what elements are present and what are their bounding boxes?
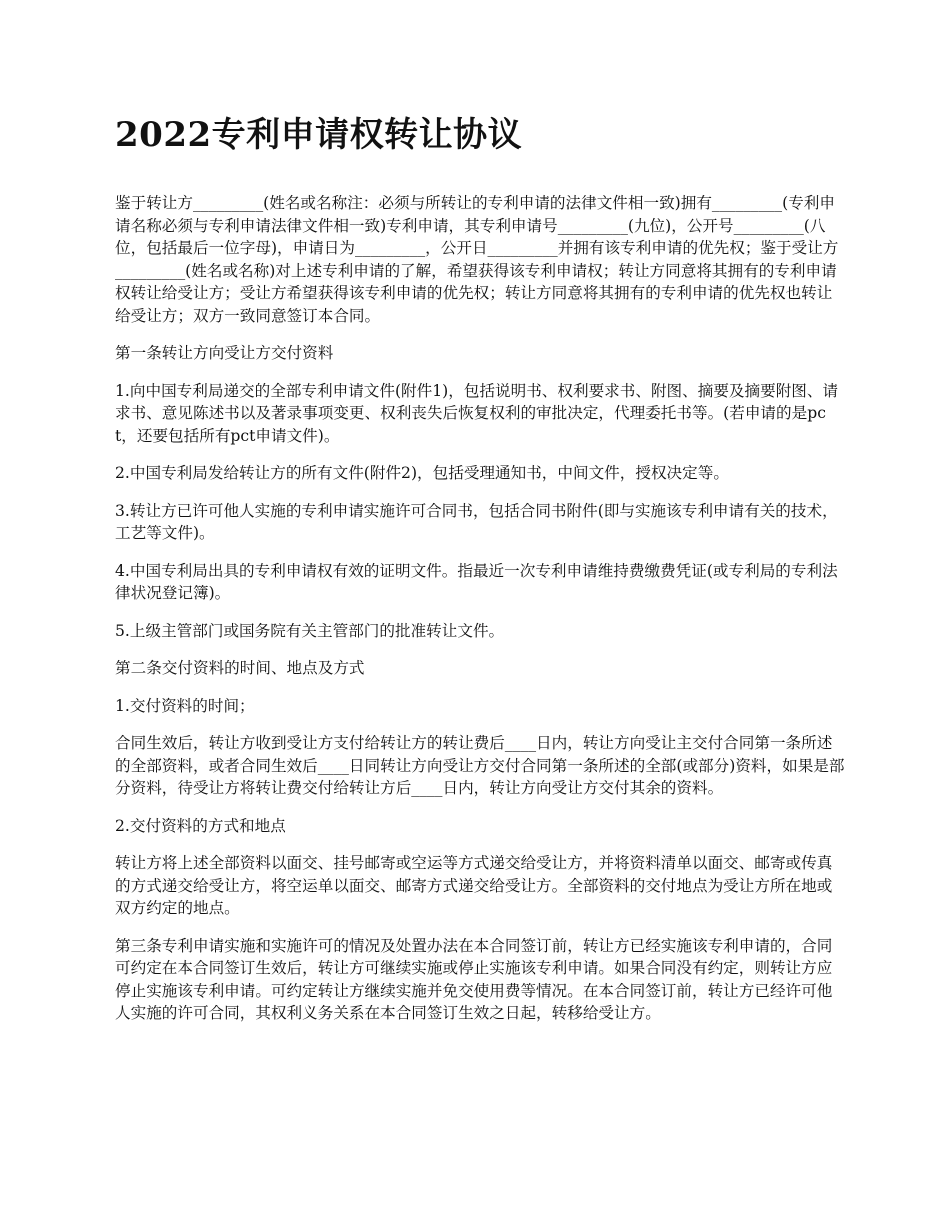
article-2-item-1-heading: 1.交付资料的时间； <box>115 696 255 715</box>
article-3-paragraph: 第三条专利申请实施和实施许可的情况及处置办法在本合同签订前，转让方已经实施该专利申请的，合同可约定在本合同签订生效后，转让方可继续实施或停止实施该专利申请。如果合同没有约定，则转让方应停止实施该专利申请。可约定转让方继续实施并免交使用费等情况。在本合同签订前，转让方已经许可他人实施的许可合同，其权利义务关系在本合同签订生效之日起，转移给受让方。 <box>115 936 833 1022</box>
article-1-item-1: 1.向中国专利局递交的全部专利申请文件(附件1)，包括说明书、权利要求书、附图、摘要及摘要附图、请求书、意见陈述书以及著录事项变更、权利丧失后恢复权利的审批决定，代理委托书等。(若申请的是pct，还要包括所有pct申请文件)。 <box>115 381 839 445</box>
article-1-item-3: 3.转让方已许可他人实施的专利申请实施许可合同书，包括合同书附件(即与实施该专利申请有关的技术，工艺等文件)。 <box>115 501 838 542</box>
article-1-heading: 第一条转让方向受让方交付资料 <box>115 344 334 362</box>
article-2-heading: 第二条交付资料的时间、地点及方式 <box>115 659 365 677</box>
preamble-paragraph: 鉴于转让方_________(姓名或名称注：必须与所转让的专利申请的法律文件相一致)拥有_________(专利申请名称必须与专利申请法律文件相一致)专利申请，其专利申请号_________(九位)，公开号_________(八位，包括最后一位字母)，申请日为_________，公开日_________并拥有该专利申请的优先权；鉴于受让方_________(姓名或名称)对上述专利申请的了解，希望获得该专利申请权；转让方同意将其拥有的专利申请权转让给受让方；受让方希望获得该专利申请的优先权；转让方同意将其拥有的专利申请的优先权也转让给受让方；双方一致同意签订本合同。 <box>115 194 839 325</box>
article-2-item-2-heading: 2.交付资料的方式和地点 <box>115 816 286 835</box>
article-1-item-2: 2.中国专利局发给转让方的所有文件(附件2)，包括受理通知书，中间文件，授权决定等。 <box>115 464 729 482</box>
document-title: 2022专利申请权转让协议 <box>115 115 523 155</box>
article-2-item-1-body: 合同生效后，转让方收到受让方支付给转让方的转让费后____日内，转让方向受让主交付合同第一条所述的全部资料，或者合同生效后____日同转让方向受让方交付合同第一条所述的全部(或部分)资料，如果是部分资料，待受让方将转让费交付给转让方后____日内，转让方向受让方交付其余的资料。 <box>115 734 845 797</box>
article-1-item-5: 5.上级主管部门或国务院有关主管部门的批准转让文件。 <box>115 621 505 640</box>
article-1-item-4: 4.中国专利局出具的专利申请权有效的证明文件。指最近一次专利申请维持费缴费凭证(或专利局的专利法律状况登记簿)。 <box>115 561 838 602</box>
article-2-item-2-body: 转让方将上述全部资料以面交、挂号邮寄或空运等方式递交给受让方，并将资料清单以面交、邮寄或传真的方式递交给受让方，将空运单以面交、邮寄方式递交给受让方。全部资料的交付地点为受让方所在地或双方约定的地点。 <box>115 854 833 917</box>
document-page <box>115 112 845 1040</box>
